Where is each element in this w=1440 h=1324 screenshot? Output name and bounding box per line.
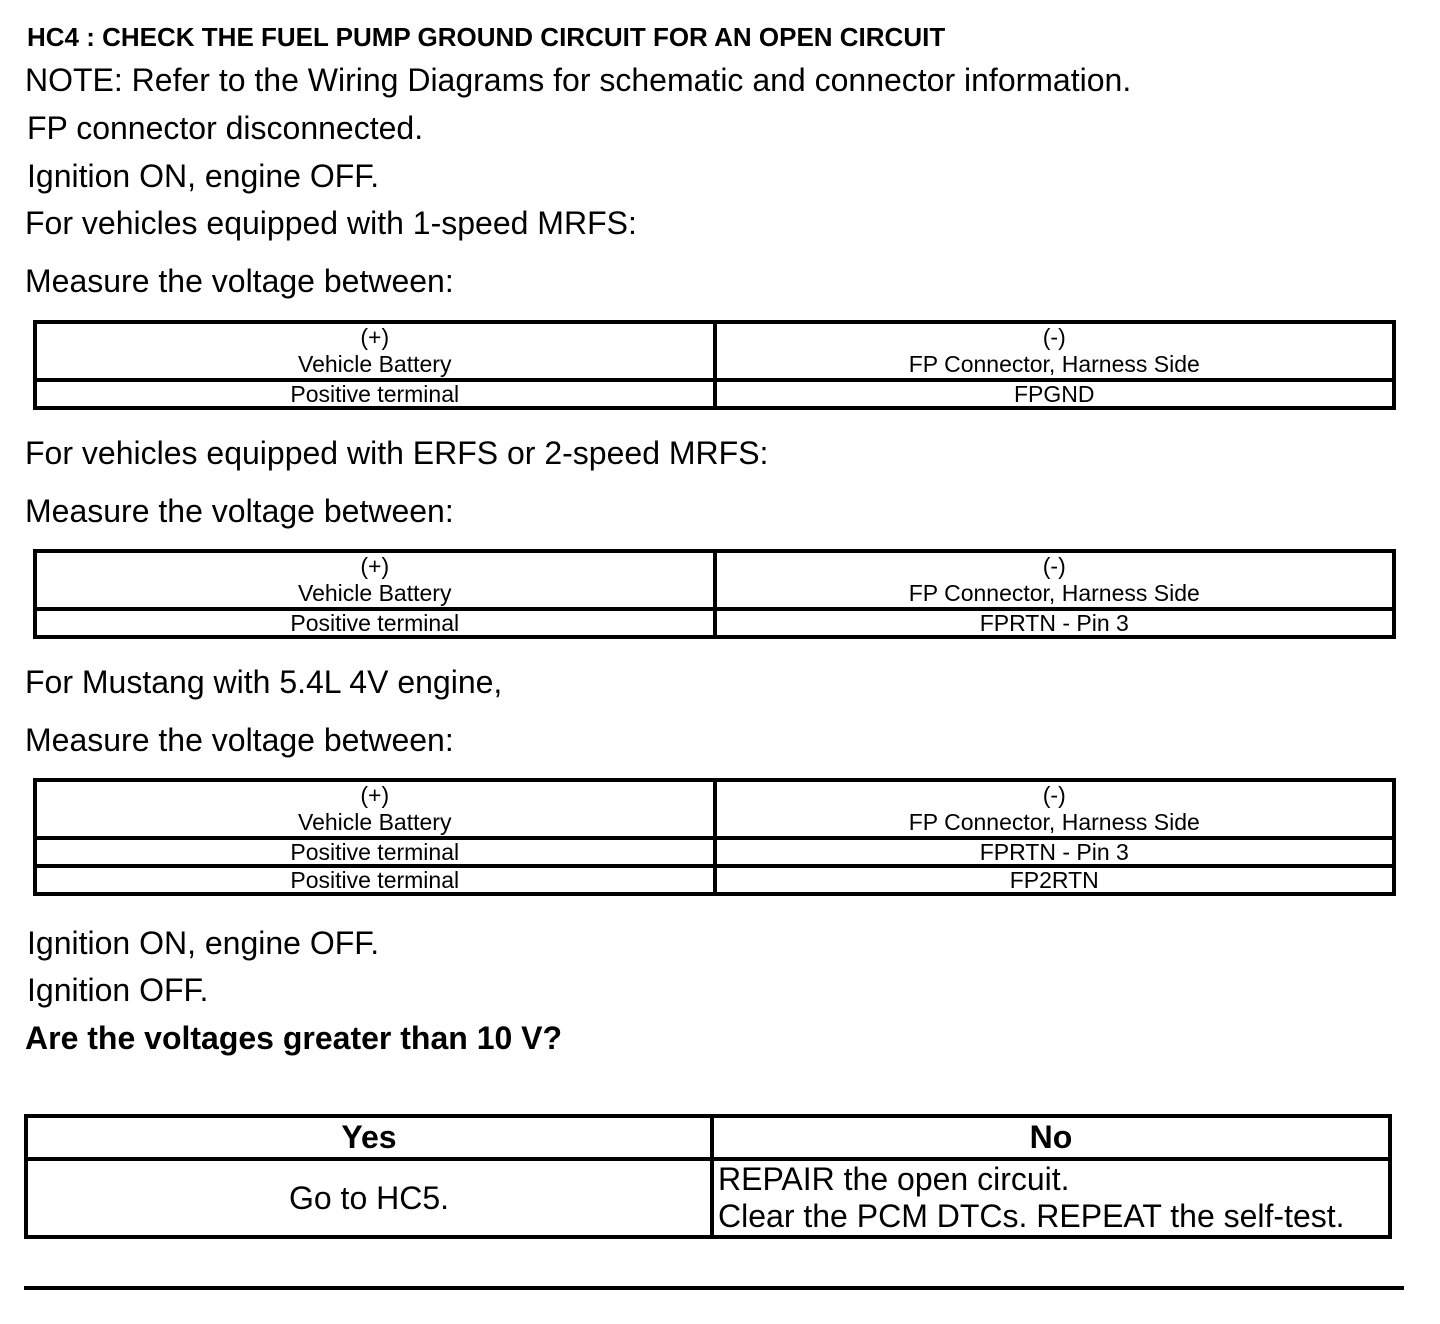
- table-header-positive: [35, 780, 715, 838]
- section-heading: For vehicles equipped with 1-speed MRFS:: [25, 205, 637, 241]
- positive-cell: Positive terminal: [35, 609, 715, 637]
- table-header-negative: [715, 551, 1395, 609]
- no-action-line: Clear the PCM DTCs. REPEAT the self-test.: [718, 1198, 1345, 1234]
- table-row: [35, 866, 1394, 894]
- negative-label: FP Connector, Harness Side: [908, 351, 1200, 377]
- positive-label: Vehicle Battery: [298, 809, 452, 835]
- positive-sign: (+): [360, 782, 390, 808]
- negative-cell: FPRTN - Pin 3: [715, 609, 1395, 637]
- table-header-negative: [715, 322, 1395, 380]
- measure-instruction: Measure the voltage between:: [25, 722, 454, 758]
- measurement-table: [33, 320, 1396, 410]
- step-text: Ignition OFF.: [27, 972, 209, 1008]
- question-text: Are the voltages greater than 10 V?: [25, 1020, 563, 1056]
- positive-sign: (+): [360, 324, 390, 350]
- positive-label: Vehicle Battery: [298, 580, 452, 606]
- measurement-table: [33, 549, 1396, 639]
- negative-sign: (-): [1042, 553, 1066, 579]
- positive-cell: Positive terminal: [35, 838, 715, 866]
- measure-instruction: Measure the voltage between:: [25, 493, 454, 529]
- step-text: Ignition ON, engine OFF.: [27, 158, 380, 194]
- negative-sign: (-): [1042, 324, 1066, 350]
- negative-cell: FP2RTN: [715, 866, 1395, 894]
- table-header-positive: [35, 551, 715, 609]
- negative-label: FP Connector, Harness Side: [908, 809, 1200, 835]
- bottom-divider: [24, 1286, 1404, 1290]
- table-row: [35, 380, 1394, 408]
- negative-sign: (-): [1042, 782, 1066, 808]
- negative-cell: FPGND: [715, 380, 1395, 408]
- table-row: [35, 609, 1394, 637]
- decision-table: [24, 1114, 1392, 1239]
- negative-label: FP Connector, Harness Side: [908, 580, 1200, 606]
- page-title: HC4 : CHECK THE FUEL PUMP GROUND CIRCUIT FOR AN OPEN CIRCUIT: [27, 22, 946, 52]
- section-heading: For vehicles equipped with ERFS or 2-speed MRFS:: [25, 435, 769, 471]
- positive-sign: (+): [360, 553, 390, 579]
- measure-instruction: Measure the voltage between:: [25, 263, 454, 299]
- no-header: No: [712, 1116, 1390, 1159]
- table-header-negative: [715, 780, 1395, 838]
- measurement-table: [33, 778, 1396, 896]
- positive-label: Vehicle Battery: [298, 351, 452, 377]
- yes-action: Go to HC5.: [26, 1159, 712, 1237]
- no-action: [712, 1159, 1390, 1237]
- step-text: FP connector disconnected.: [27, 110, 424, 146]
- positive-cell: Positive terminal: [35, 866, 715, 894]
- step-text: Ignition ON, engine OFF.: [27, 925, 380, 961]
- negative-cell: FPRTN - Pin 3: [715, 838, 1395, 866]
- table-header-positive: [35, 322, 715, 380]
- yes-header: Yes: [26, 1116, 712, 1159]
- positive-cell: Positive terminal: [35, 380, 715, 408]
- no-action-line: REPAIR the open circuit.: [718, 1161, 1070, 1197]
- note-text: NOTE: Refer to the Wiring Diagrams for schematic and connector information.: [25, 62, 1132, 98]
- table-row: [35, 838, 1394, 866]
- section-heading: For Mustang with 5.4L 4V engine,: [25, 664, 503, 700]
